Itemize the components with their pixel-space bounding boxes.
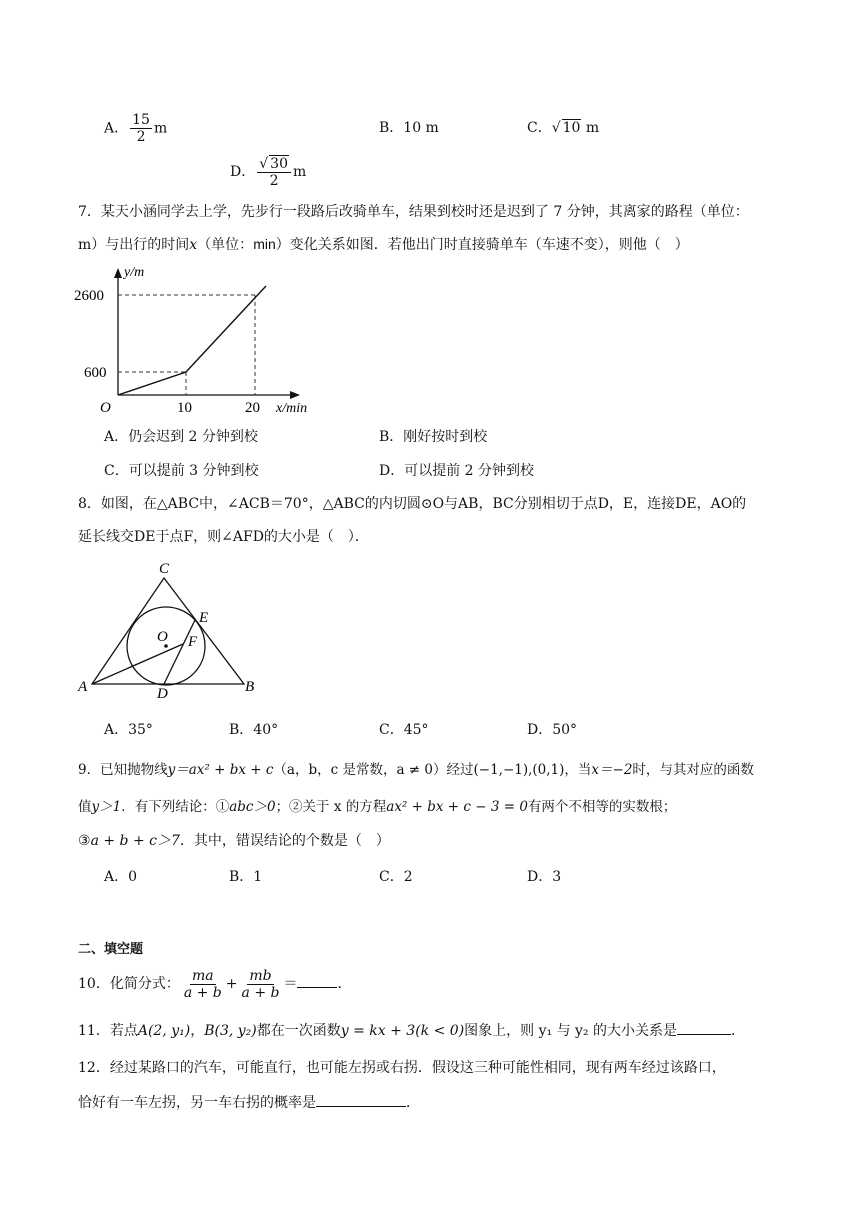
q7-origin-label: O — [100, 400, 111, 416]
q7-option-c: C．可以提前 3 分钟到校 — [104, 463, 259, 479]
q8-label-d: D — [157, 686, 168, 700]
q8-stem-line2: 延长线交DE于点F，则∠AFD的大小是（ ）． — [78, 529, 369, 545]
q8-label-b: B — [245, 679, 255, 695]
q8-stem-line1: 8．如图，在△ABC中，∠ACB＝70°，△ABC的内切圆⊙O与AB，BC分别相切于点D，E，连接DE，AO的 — [78, 496, 747, 512]
q6-option-a: A． $\frac{15}{2}$ m — [104, 112, 168, 145]
q9-option-d: D．3 — [527, 869, 562, 885]
q10-answer-blank[interactable] — [297, 973, 337, 988]
q12-stem-line1: 12．经过某路口的汽车，可能直行，也可能左拐或右拐．假设这三种可能性相同，现有两车经过该路口， — [78, 1060, 726, 1076]
q7-y-tick-600: 600 — [84, 365, 107, 381]
q7-y-tick-2600: 2600 — [74, 288, 104, 304]
q8-triangle-incircle-figure — [70, 560, 270, 700]
q11-line: 11．若点A(2, y₁)，B(3, y₂)都在一次函数y = kx + 3(k < 0)图象上，则 y₁ 与 y₂ 的大小关系是 ． — [78, 1020, 745, 1041]
q7-x-tick-10: 10 — [177, 400, 192, 416]
q8-label-c: C — [159, 561, 170, 577]
q8-option-a: A．35° — [104, 722, 153, 738]
q8-label-a: A — [78, 679, 88, 695]
q7-option-a: A．仍会迟到 2 分钟到校 — [104, 429, 258, 445]
q7-x-tick-20: 20 — [245, 400, 260, 416]
q12-answer-blank[interactable] — [316, 1092, 406, 1107]
q10-fraction-1: $\frac{ma}{a + b}$ — [183, 967, 222, 1001]
q9-stem-line1: 9．已知抛物线y＝ax² + bx + c（a，b，c 是常数，a ≠ 0）经过(−1,−1),(0,1)，当x＝−2时，与其对应的函数 — [78, 762, 754, 778]
q11-answer-blank[interactable] — [677, 1020, 731, 1035]
q7-route-line — [118, 286, 266, 395]
q7-x-axis-label: x/min — [276, 401, 308, 416]
q10-line: 10．化简分式： $\frac{ma}{a + b}$ + $\frac{mb}{a + b}$ ＝ ． — [78, 967, 352, 1001]
q8-label-o: O — [157, 629, 168, 645]
q9-stem-line2: 值y＞1．有下列结论：①abc＞0；②关于 x 的方程ax² + bx + c − 3 = 0有两个不相等的实数根； — [78, 799, 677, 815]
q7-y-axis-label: y/m — [124, 265, 145, 280]
section-fill-in-title: 二、填空题 — [78, 942, 144, 957]
q8-option-c: C．45° — [379, 722, 429, 738]
q9-stem-line3: ③a + b + c＞7．其中，错误结论的个数是（ ） — [78, 833, 390, 849]
q9-option-b: B．1 — [229, 869, 263, 885]
q6-a-fraction: $\frac{15}{2}$ — [132, 112, 150, 145]
q7-option-b: B．刚好按时到校 — [379, 429, 488, 445]
q6-option-b: B．10 m — [379, 120, 439, 136]
q7-x-axis-arrow — [290, 391, 300, 399]
q12-stem-line2: 恰好有一车左拐，另一车右拐的概率是 ． — [78, 1092, 420, 1113]
q6-option-d: D． $\frac{√ 30}{2}$ m — [230, 155, 307, 189]
q7-y-axis-arrow — [114, 268, 122, 278]
q9-option-a: A．0 — [104, 869, 138, 885]
q9-option-c: C．2 — [379, 869, 413, 885]
q6-d-fraction: $\frac{√ 30}{2}$ — [257, 156, 291, 189]
q8-segment-de — [164, 620, 195, 684]
q8-label-f: F — [188, 634, 198, 650]
q6-option-c: C．√ 10 m — [527, 120, 600, 136]
q8-option-b: B．40° — [229, 722, 279, 738]
q7-stem-line2: m）与出行的时间x（单位：min）变化关系如图．若他出门时直接骑单车（车速不变），则他（ ） — [78, 236, 689, 253]
q7-distance-time-graph — [70, 262, 330, 422]
q7-option-d: D．可以提前 2 分钟到校 — [379, 463, 535, 479]
q8-triangle-abc — [92, 578, 244, 684]
q8-option-d: D．50° — [527, 722, 578, 738]
q7-stem-line1: 7．某天小涵同学去上学，先步行一段路后改骑单车，结果到校时还是迟到了 7 分钟，其离家的路程（单位： — [78, 204, 749, 220]
q8-label-e: E — [199, 610, 209, 626]
q10-fraction-2: $\frac{mb}{a + b}$ — [241, 967, 280, 1001]
